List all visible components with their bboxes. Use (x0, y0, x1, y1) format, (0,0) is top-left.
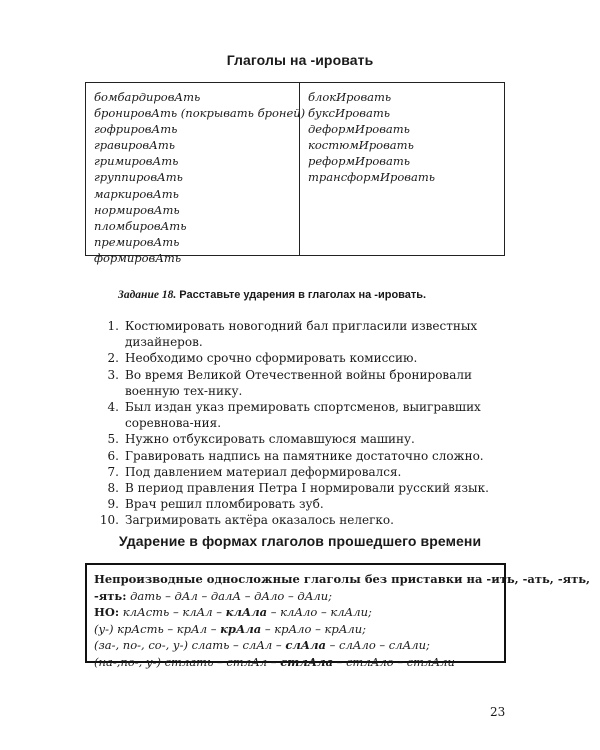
rule-example: – слАло – слАли; (325, 638, 430, 652)
rule-line (94, 604, 504, 621)
task-instruction: Расставьте ударения в глаголах на -ировать. (179, 289, 427, 301)
rule-example: (у-) крАсть – крАл – (94, 621, 221, 636)
section-title-ir-verbs: Глаголы на -ировать (226, 52, 374, 68)
verb-item: костюмИровать (308, 138, 414, 153)
item-number: 2. (107, 351, 119, 366)
section-title-past-tense: Ударение в формах глаголов прошедшего времени (118, 533, 482, 549)
item-number: 10. (99, 513, 119, 528)
item-text: Необходимо срочно сформировать комиссию. (125, 351, 418, 366)
verb-item: пломбировАть (94, 218, 187, 233)
item-text: Костюмировать новогодний бал пригласили известных дизайнеров. (125, 319, 478, 350)
rule-highlight: клАла (225, 605, 268, 619)
verb-item: гравировАть (94, 138, 175, 153)
item-text: Гравировать надпись на памятнике достаточно сложно. (125, 448, 484, 463)
item-text: Под давлением материал деформировался. (125, 464, 402, 479)
rule-example: (на-,по-, у-) стлать – стлАл – (94, 654, 281, 669)
rule-highlight: стлАла (280, 654, 334, 669)
item-number: 8. (107, 481, 119, 496)
verb-item: реформИровать (308, 154, 411, 169)
list-item (95, 367, 515, 399)
item-number: 9. (107, 497, 119, 512)
verb-item: бронировАть (покрывать броней) (94, 106, 306, 121)
item-number: 5. (107, 432, 119, 447)
item-number: 7. (107, 464, 119, 479)
exercise-list (95, 318, 515, 529)
item-text: Во время Великой Отечественной войны бронировали военную тех-нику. (125, 367, 472, 398)
list-item (95, 464, 515, 480)
rule-exception-label: НО: (94, 605, 120, 619)
verbs-table (85, 82, 505, 265)
list-item (95, 480, 515, 496)
item-text: Нужно отбуксировать сломавшуюся машину. (125, 432, 415, 447)
list-item (95, 496, 515, 512)
item-number: 4. (107, 400, 119, 415)
item-number: 1. (107, 319, 119, 333)
rule-line (94, 637, 504, 654)
list-item (95, 350, 515, 366)
item-text: В период правления Петра I нормировали русский язык. (125, 481, 489, 496)
task-heading (118, 289, 426, 301)
verb-item: блокИровать (308, 90, 392, 104)
list-item (95, 448, 515, 464)
rule-suffix: -ять: (94, 588, 127, 603)
verb-item: формировАть (94, 250, 182, 265)
verb-item: нормировАть (94, 202, 180, 217)
list-item (95, 431, 515, 447)
rule-example: (за-, по-, со-, у-) слать – слАл – (94, 638, 286, 652)
item-text: Был издан указ премировать спортсменов, выигравших соревнова-ния. (125, 400, 481, 431)
rule-heading: Непроизводные односложные глаголы без приставки на -ить, -ать, -ять, (94, 572, 591, 586)
rule-line (94, 571, 591, 588)
list-item (95, 512, 515, 528)
item-number: 3. (107, 367, 119, 382)
verb-item: бомбардировАть (94, 90, 201, 104)
page-number: 23 (490, 705, 506, 719)
rule-box (85, 563, 591, 669)
rule-example: клАсть – клАл – (119, 605, 226, 619)
item-text: Загримировать актёра оказалось нелегко. (125, 513, 394, 528)
rule-highlight: слАла (285, 638, 326, 652)
verb-item: гримировАть (94, 154, 179, 169)
rule-example: – крАло – крАли; (261, 621, 367, 636)
rule-example: – клАло – клАли; (267, 605, 372, 619)
rule-line (94, 654, 504, 671)
item-text: Врач решил пломбировать зуб. (125, 497, 324, 512)
verb-item: трансформИровать (308, 170, 435, 185)
verbs-column-left (94, 89, 306, 266)
rule-example: дать – дАл – далА – дАло – дАли; (126, 588, 333, 603)
list-item (95, 399, 515, 431)
task-number: Задание 18. (118, 289, 177, 301)
list-item (95, 318, 515, 350)
verb-item: буксИровать (308, 106, 391, 121)
verb-item: маркировАть (94, 186, 179, 201)
rule-highlight: крАла (220, 621, 262, 636)
verbs-column-right (308, 89, 498, 186)
verb-item: группировАть (94, 170, 183, 185)
verb-item: премировАть (94, 234, 180, 249)
rule-line (94, 621, 504, 638)
verb-item: гофрировАть (94, 122, 178, 137)
item-number: 6. (107, 448, 119, 463)
verb-item: деформИровать (308, 122, 410, 137)
rule-line (94, 588, 504, 605)
rule-example: – стлАло – стлАли (333, 654, 455, 669)
